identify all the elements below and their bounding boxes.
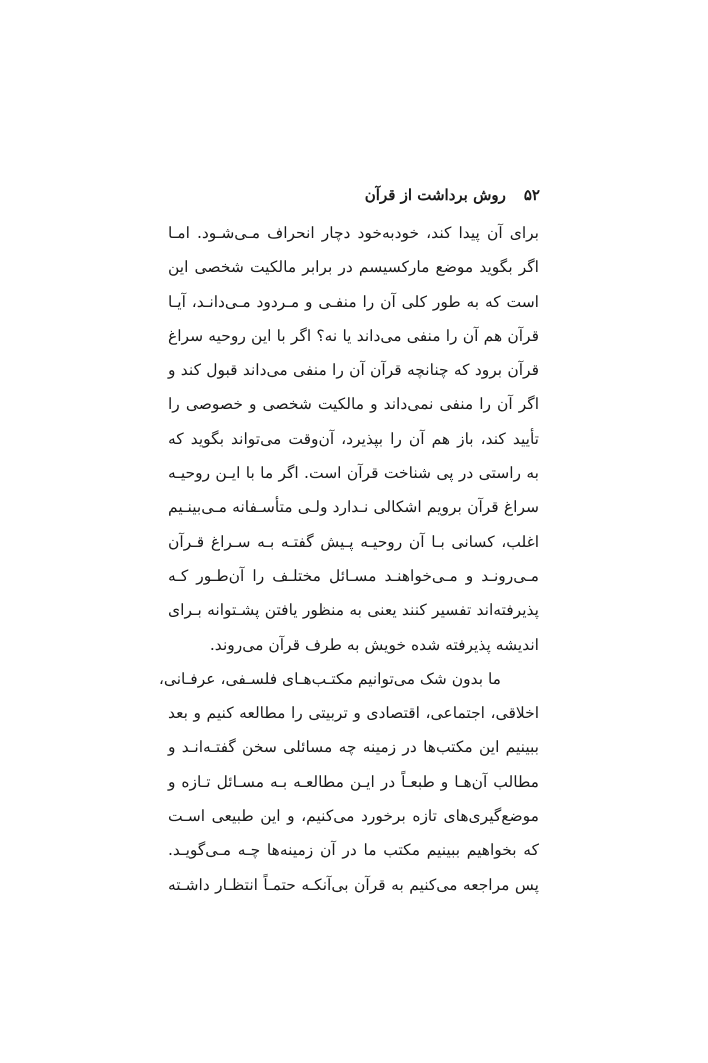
text-line: اغلب، کسانی بـا آن روحیـه پـیش گفتـه بـه سـراغ قـرآن xyxy=(168,532,539,551)
text-line: برای آن پیدا کند، خودبه‌خود دچار انحراف مـی‌شـود. امـا xyxy=(168,224,539,242)
text-line: اندیشه پذیرفته شده خویش به طرف قرآن می‌روند. xyxy=(209,635,539,654)
text-line: اگر بگوید موضع مارکسیسم در برابر مالکیت شخصی این xyxy=(168,258,539,277)
text-line: ببینیم این مکتب‌ها در زمینه چه مسائلی سخن گفتـه‌انـد و xyxy=(168,738,539,757)
text-line: قرآن هم آن را منفی می‌داند یا نه؟ اگر با این روحیه سراغ xyxy=(168,326,539,345)
text-line: موضع‌گیری‌های تازه برخورد می‌کنیم، و این طبیعی اسـت xyxy=(168,807,539,826)
text-line: اگر آن را منفی نمی‌داند و مالکیت شخصی و خصوصی را xyxy=(168,395,539,414)
text-line: به راستی در پی شناخت قرآن است. اگر ما با ایـن روحیـه xyxy=(168,464,539,483)
text-line: پذیرفته‌اند تفسیر کنند یعنی به منظور یافتن پشـتوانه بـرای xyxy=(168,601,539,620)
running-header xyxy=(365,186,540,204)
text-line: اخلاقی، اجتماعی، اقتصادی و تربیتی را مطالعه کنیم و بعد xyxy=(168,704,539,723)
text-line: تأیید کند، باز هم آن را بپذیرد، آن‌وقت می‌تواند بگوید که xyxy=(168,429,539,448)
text-line: سراغ قرآن برویم اشکالی نـدارد ولـی متأسـفانه مـی‌بینـیم xyxy=(168,498,539,517)
text-line: مـی‌رونـد و مـی‌خواهنـد مسـائل مختلـف را آن‌طـور کـه xyxy=(168,566,539,585)
text-line: است که به طور کلی آن را منفـی و مـردود مـی‌دانـد، آیـا xyxy=(168,292,539,311)
running-title: روش برداشت از قرآن xyxy=(364,186,506,204)
page-number: ۵۲ xyxy=(523,186,540,204)
text-line: که بخواهیم ببینیم مکتب ما در آن زمینه‌ها چـه مـی‌گویـد. xyxy=(168,841,539,860)
text-line: ما بدون شک می‌توانیم مکتـب‌هـای فلسـفی، عرفـانی، xyxy=(158,669,501,688)
body-text xyxy=(158,216,539,902)
text-line: قرآن برود که چنانچه قرآن آن را منفی می‌داند قبول کند و xyxy=(168,361,539,380)
text-line: پس مراجعه می‌کنیم به قرآن بی‌آنکـه حتمـاً انتظـار داشـته xyxy=(168,875,539,894)
text-line: مطالب آن‌هـا و طبعـاً در ایـن مطالعـه بـه مسـائل تـازه و xyxy=(168,772,539,791)
